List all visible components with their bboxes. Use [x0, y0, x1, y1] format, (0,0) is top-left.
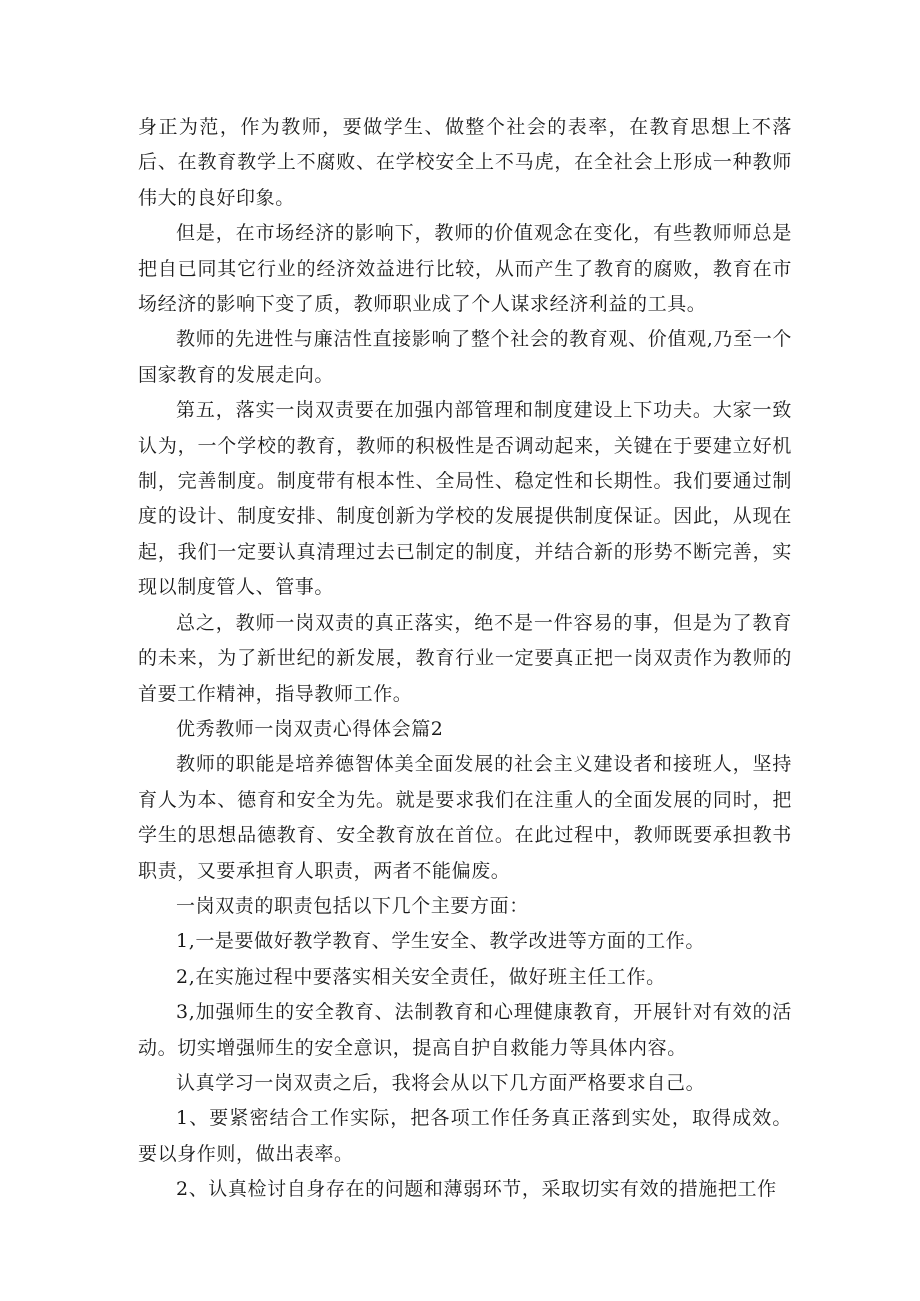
paragraph-2: 但是，在市场经济的影响下，教师的价值观念在变化，有些教师师总是把自已同其它行业的经济效益进行比较，从而产生了教育的腐败，教育在市场经济的影响下变了质，教师职业成了个人谋求经济利益的工具。	[138, 222, 792, 316]
paragraph-4: 第五，落实一岗双责要在加强内部管理和制度建设上下功夫。大家一致认为，一个学校的教育，教师的积极性是否调动起来，关键在于要建立好机制，完善制度。制度带有根本性、全局性、稳定性和长期性。我们要通过制度的设计、制度安排、制度创新为学校的发展提供制度保证。因此，从现在起，我们一定要认真清理过去已制定的制度，并结合新的形势不断完善，实现以制度管人、管事。	[138, 399, 792, 599]
list-item-3: 3,加强师生的安全教育、法制教育和心理健康教育，开展针对有效的活动。切实增强师生的安全意识，提高自护自救能力等具体内容。	[138, 1001, 792, 1059]
commitment-item-1: 1、要紧密结合工作实际，把各项工作任务真正落到实处，取得成效。要以身作则，做出表率。	[138, 1107, 792, 1165]
commitment-item-2: 2、认真检讨自身存在的问题和薄弱环节，采取切实有效的措施把工作	[176, 1178, 777, 1201]
paragraph-7: 教师的职能是培养德智体美全面发展的社会主义建设者和接班人，坚持育人为本、德育和安全为先。就是要求我们在注重人的全面发展的同时，把学生的思想品德教育、安全教育放在首位。在此过程中，教师既要承担教书职责，又要承担育人职责，两者不能偏废。	[138, 753, 792, 882]
paragraph-3: 教师的先进性与廉洁性直接影响了整个社会的教育观、价值观,乃至一个国家教育的发展走向。	[138, 328, 792, 386]
paragraph-12: 认真学习一岗双责之后，我将会从以下几方面严格要求自己。	[176, 1071, 706, 1094]
paragraph-1: 身正为范，作为教师，要做学生、做整个社会的表率，在教育思想上不落后、在教育教学上不腐败、在学校安全上不马虎，在全社会上形成一种教师伟大的良好印象。	[138, 116, 792, 209]
paragraph-8: 一岗双责的职责包括以下几个主要方面：	[176, 894, 529, 917]
paragraph-5: 总之，教师一岗双责的真正落实，绝不是一件容易的事，但是为了教育的未来，为了新世纪的新发展，教育行业一定要真正把一岗双责作为教师的首要工作精神，指导教师工作。	[138, 611, 792, 705]
section-heading: 优秀教师一岗双责心得体会篇2	[176, 717, 444, 740]
document-body	[138, 110, 792, 1208]
list-item-2: 2,在实施过程中要落实相关安全责任，做好班主任工作。	[176, 965, 666, 988]
list-item-1: 1,一是要做好教学教育、学生安全、教学改进等方面的工作。	[176, 930, 705, 953]
